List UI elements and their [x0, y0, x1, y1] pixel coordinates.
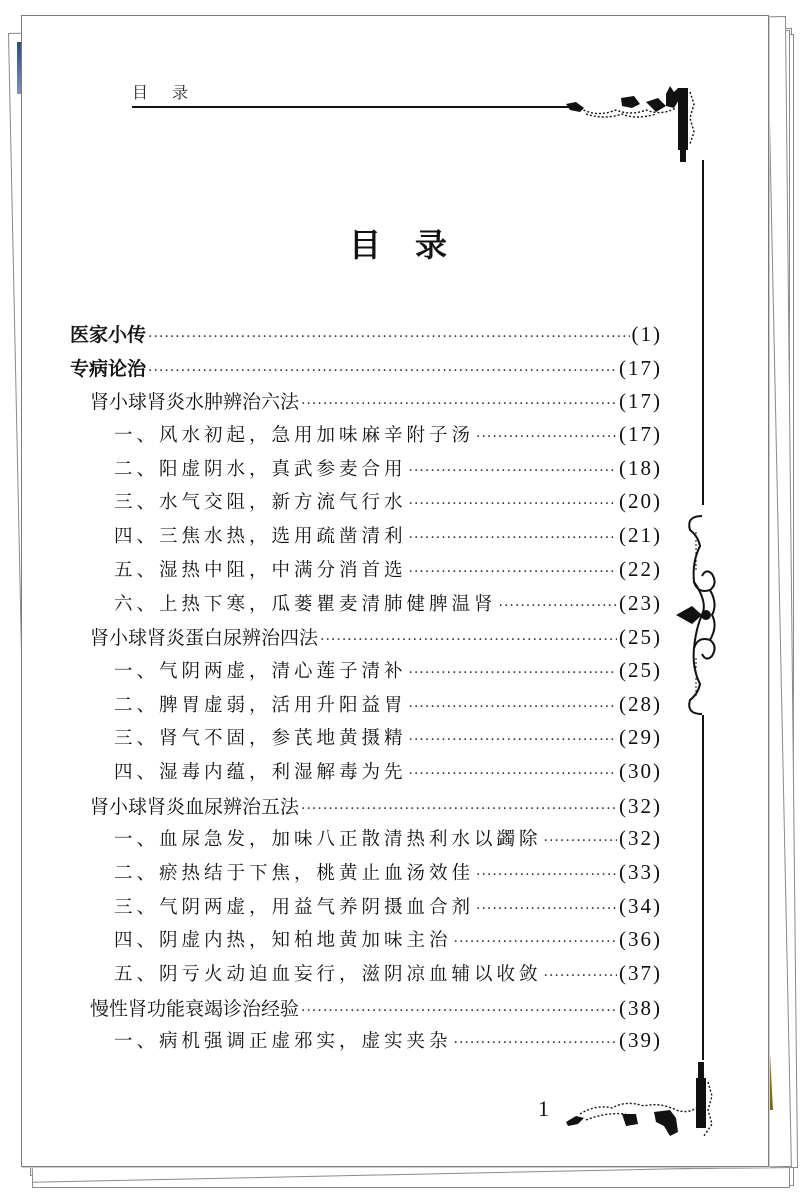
dot-leader: [301, 801, 617, 817]
toc-entry-title: 三、水气交阻，新方流气行水: [114, 492, 407, 514]
toc-entry[interactable]: [70, 792, 662, 826]
toc-entry-page: (1): [631, 322, 662, 346]
toc-entry[interactable]: [70, 825, 662, 859]
toc-entry-page: (39): [619, 1028, 662, 1053]
border-rule: [702, 715, 704, 1060]
toc-entry[interactable]: [70, 926, 662, 960]
table-of-contents: [70, 320, 662, 1061]
page-title: 目录: [348, 226, 481, 264]
toc-entry-title: 四、阴虚内热，知柏地黄加味主治: [114, 930, 452, 952]
toc-entry-title: 一、病机强调正虚邪实，虚实夹杂: [114, 1031, 452, 1053]
dot-leader: [476, 867, 617, 883]
dot-leader: [148, 329, 629, 345]
toc-entry-page: (23): [619, 590, 662, 615]
border-rule: [702, 160, 704, 505]
toc-entry-title: 三、肾气不固，参芪地黄摄精: [114, 728, 407, 750]
dot-leader: [544, 833, 617, 849]
toc-entry[interactable]: [70, 455, 662, 489]
corner-ornament-bottom-icon: [566, 1052, 716, 1142]
toc-entry-page: (36): [619, 927, 662, 952]
dot-leader: [454, 934, 617, 950]
toc-entry-page: (18): [619, 455, 662, 480]
toc-entry-title: 一、气阴两虚，清心莲子清补: [114, 660, 407, 682]
toc-entry-title: 专病论治: [70, 357, 147, 380]
toc-entry[interactable]: [70, 691, 662, 725]
toc-entry[interactable]: [70, 320, 662, 354]
toc-entry-page: (33): [619, 860, 662, 884]
toc-entry-page: (21): [619, 523, 662, 548]
page-number: 1: [538, 1096, 549, 1121]
toc-entry[interactable]: [70, 960, 662, 994]
toc-entry[interactable]: [70, 893, 662, 927]
toc-entry[interactable]: [70, 994, 662, 1028]
dot-leader: [409, 530, 617, 546]
toc-entry[interactable]: [70, 488, 662, 522]
toc-entry[interactable]: [70, 556, 662, 590]
toc-entry-title: 三、气阴两虚，用益气养阴摄血合剂: [114, 896, 475, 918]
toc-entry-page: (38): [619, 995, 662, 1020]
side-ornament-icon: [672, 512, 732, 718]
toc-entry-title: 肾小球肾炎血尿辨治五法: [90, 795, 300, 818]
toc-entry-title: 四、湿毒内蕴，利湿解毒为先: [114, 761, 407, 783]
toc-entry-page: (29): [619, 725, 662, 750]
dot-leader: [301, 396, 617, 412]
toc-entry-page: (32): [619, 826, 662, 851]
toc-entry-page: (17): [619, 389, 662, 414]
toc-entry-page: (17): [619, 355, 662, 380]
toc-entry[interactable]: [70, 1027, 662, 1061]
toc-entry-title: 一、血尿急发，加味八正散清热利水以蠲除: [114, 829, 542, 851]
header-rule: [132, 106, 572, 108]
dot-leader: [301, 1003, 617, 1019]
toc-entry-page: (30): [619, 758, 662, 783]
corner-ornament-top-icon: [566, 84, 716, 164]
toc-entry-page: (25): [619, 625, 662, 650]
dot-leader: [409, 564, 617, 580]
toc-entry-page: (22): [619, 556, 662, 581]
toc-entry[interactable]: [70, 859, 662, 893]
dot-leader: [499, 598, 617, 614]
toc-entry[interactable]: [70, 522, 662, 556]
dot-leader: [409, 699, 617, 715]
toc-entry[interactable]: [70, 354, 662, 388]
dot-leader: [409, 665, 617, 681]
toc-entry-page: (20): [619, 489, 662, 514]
toc-entry-title: 五、阴亏火动迫血妄行，滋阴凉血辅以收敛: [114, 964, 542, 986]
toc-entry-title: 慢性肾功能衰竭诊治经验: [90, 997, 300, 1020]
toc-entry[interactable]: [70, 657, 662, 691]
toc-entry[interactable]: [70, 590, 662, 624]
dot-leader: [544, 968, 617, 984]
toc-entry-title: 一、风水初起，急用加味麻辛附子汤: [114, 425, 475, 447]
toc-entry-title: 五、湿热中阻，中满分消首选: [114, 559, 407, 581]
toc-entry[interactable]: [70, 623, 662, 657]
toc-entry-title: 四、三焦水热，选用疏凿清利: [114, 526, 407, 548]
toc-entry[interactable]: [70, 421, 662, 455]
running-header: 目录: [132, 83, 213, 102]
dot-leader: [476, 901, 617, 917]
toc-entry-page: (17): [619, 422, 662, 447]
toc-entry-page: (37): [619, 961, 662, 986]
toc-entry-title: 二、瘀热结于下焦，桃黄止血汤效佳: [114, 863, 475, 884]
toc-entry-title: 医家小传: [70, 324, 147, 346]
dot-leader: [320, 632, 617, 648]
toc-entry-page: (34): [619, 893, 662, 918]
toc-entry-title: 二、脾胃虚弱，活用升阳益胃: [114, 694, 407, 716]
toc-entry-title: 六、上热下寒，瓜蒌瞿麦清肺健脾温肾: [114, 593, 497, 615]
dot-leader: [476, 429, 617, 445]
toc-entry[interactable]: [70, 758, 662, 792]
dot-leader: [409, 496, 617, 512]
toc-entry-title: 肾小球肾炎蛋白尿辨治四法: [90, 627, 319, 650]
dot-leader: [409, 463, 617, 479]
toc-entry-page: (32): [619, 793, 662, 818]
toc-entry-title: 二、阳虚阴水，真武参麦合用: [114, 458, 407, 480]
dot-leader: [148, 363, 617, 379]
toc-entry[interactable]: [70, 387, 662, 421]
toc-entry-page: (28): [619, 691, 662, 716]
toc-entry-title: 肾小球肾炎水肿辨治六法: [90, 391, 300, 414]
dot-leader: [409, 732, 617, 748]
toc-entry[interactable]: [70, 724, 662, 758]
dot-leader: [409, 766, 617, 782]
dot-leader: [454, 1035, 617, 1051]
toc-entry-page: (25): [619, 657, 662, 682]
